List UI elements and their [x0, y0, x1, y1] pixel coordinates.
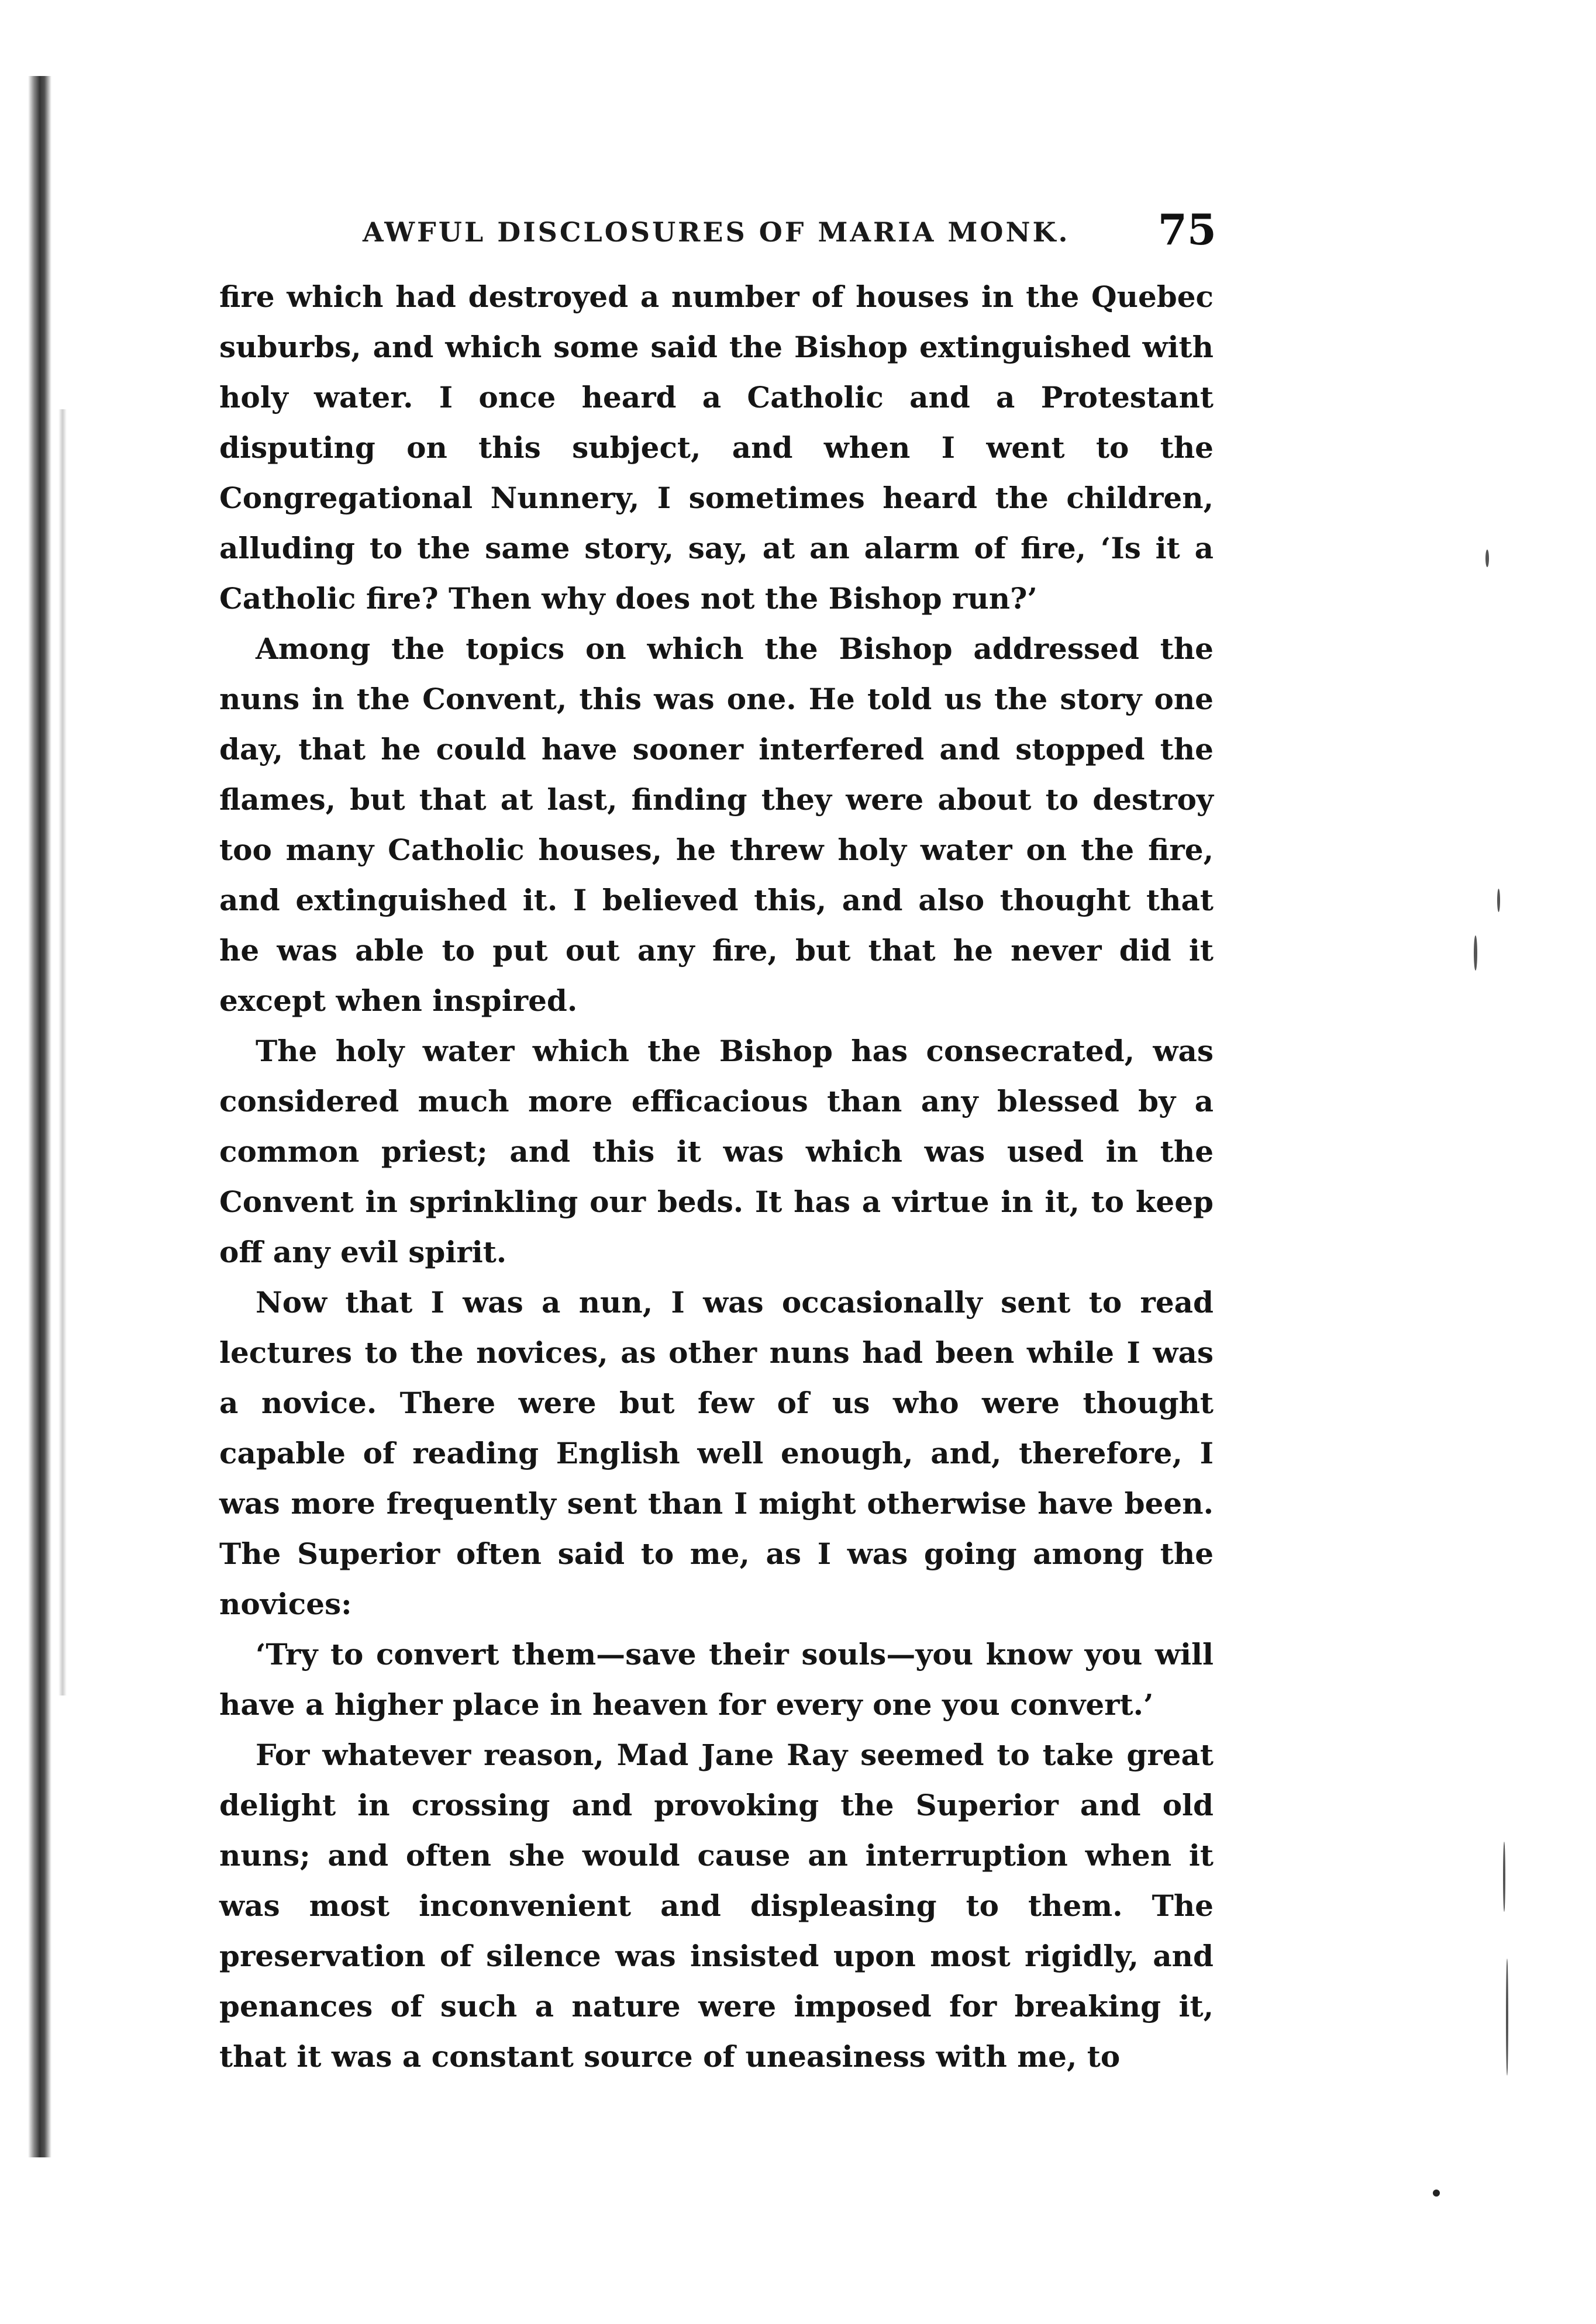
scan-speck — [1485, 550, 1489, 567]
paragraph: The holy water which the Bishop has consecrated, was considered much more efficacious than any blessed by a common priest; and this it was which was used in the Convent in sprinkling our beds. It has a virtue in it, to keep off any evil spirit. — [219, 1034, 1214, 1269]
paragraph: Now that I was a nun, I was occasionally sent to read lectures to the novices, as other nuns had been while I was a novice. There were but few of us who were thought capable of reading English well enough, and, therefore, I was more frequently sent than I might otherwise have been. The Superior often said to me, as I was going among the novices: — [219, 1285, 1214, 1621]
binding-shadow — [28, 76, 51, 2157]
binding-shadow-faint — [58, 409, 67, 1695]
page-header — [363, 205, 1216, 269]
scan-speck — [1497, 889, 1500, 912]
page-number: 75 — [1157, 205, 1216, 254]
paragraph: Among the topics on which the Bishop addressed the nuns in the Convent, this was one. He told us the story one day, that he could have sooner interfered and stopped the flames, but that at last, finding they were about to destroy too many Catholic houses, he threw holy water on the fire, and extinguished it. I believed this, and also thought that he was able to put out any fire, but that he never did it except when inspired. — [219, 631, 1214, 1018]
scan-speck — [1503, 1842, 1505, 1912]
paragraph: For whatever reason, Mad Jane Ray seemed to take great delight in crossing and provoking the Superior and old nuns; and often she would cause an interruption when it was most inconvenient and displeasing to them. The preservation of silence was insisted upon most rigidly, and penances of such a nature were imposed for breaking it, that it was a constant source of uneasiness with me, to — [219, 1738, 1214, 2074]
body-text — [219, 272, 1214, 2082]
scan-speck — [1474, 935, 1477, 971]
scan-speck — [1433, 2190, 1440, 2197]
scan-speck — [1506, 1959, 1508, 2076]
running-head: AWFUL DISCLOSURES OF MARIA MONK. — [363, 216, 1070, 248]
quotation-paragraph: ‘Try to convert them—save their souls—you know you will have a higher place in heaven for every one you convert.’ — [219, 1637, 1214, 1722]
paragraph-continued: fire which had destroyed a number of houses in the Quebec suburbs, and which some said the Bishop extinguished with holy water. I once heard a Catholic and a Protestant disputing on this subject, and when I went to the Congregational Nunnery, I sometimes heard the children, alluding to the same story, say, at an alarm of fire, ‘Is it a Catholic fire? Then why does not the Bishop run?’ — [219, 279, 1214, 616]
